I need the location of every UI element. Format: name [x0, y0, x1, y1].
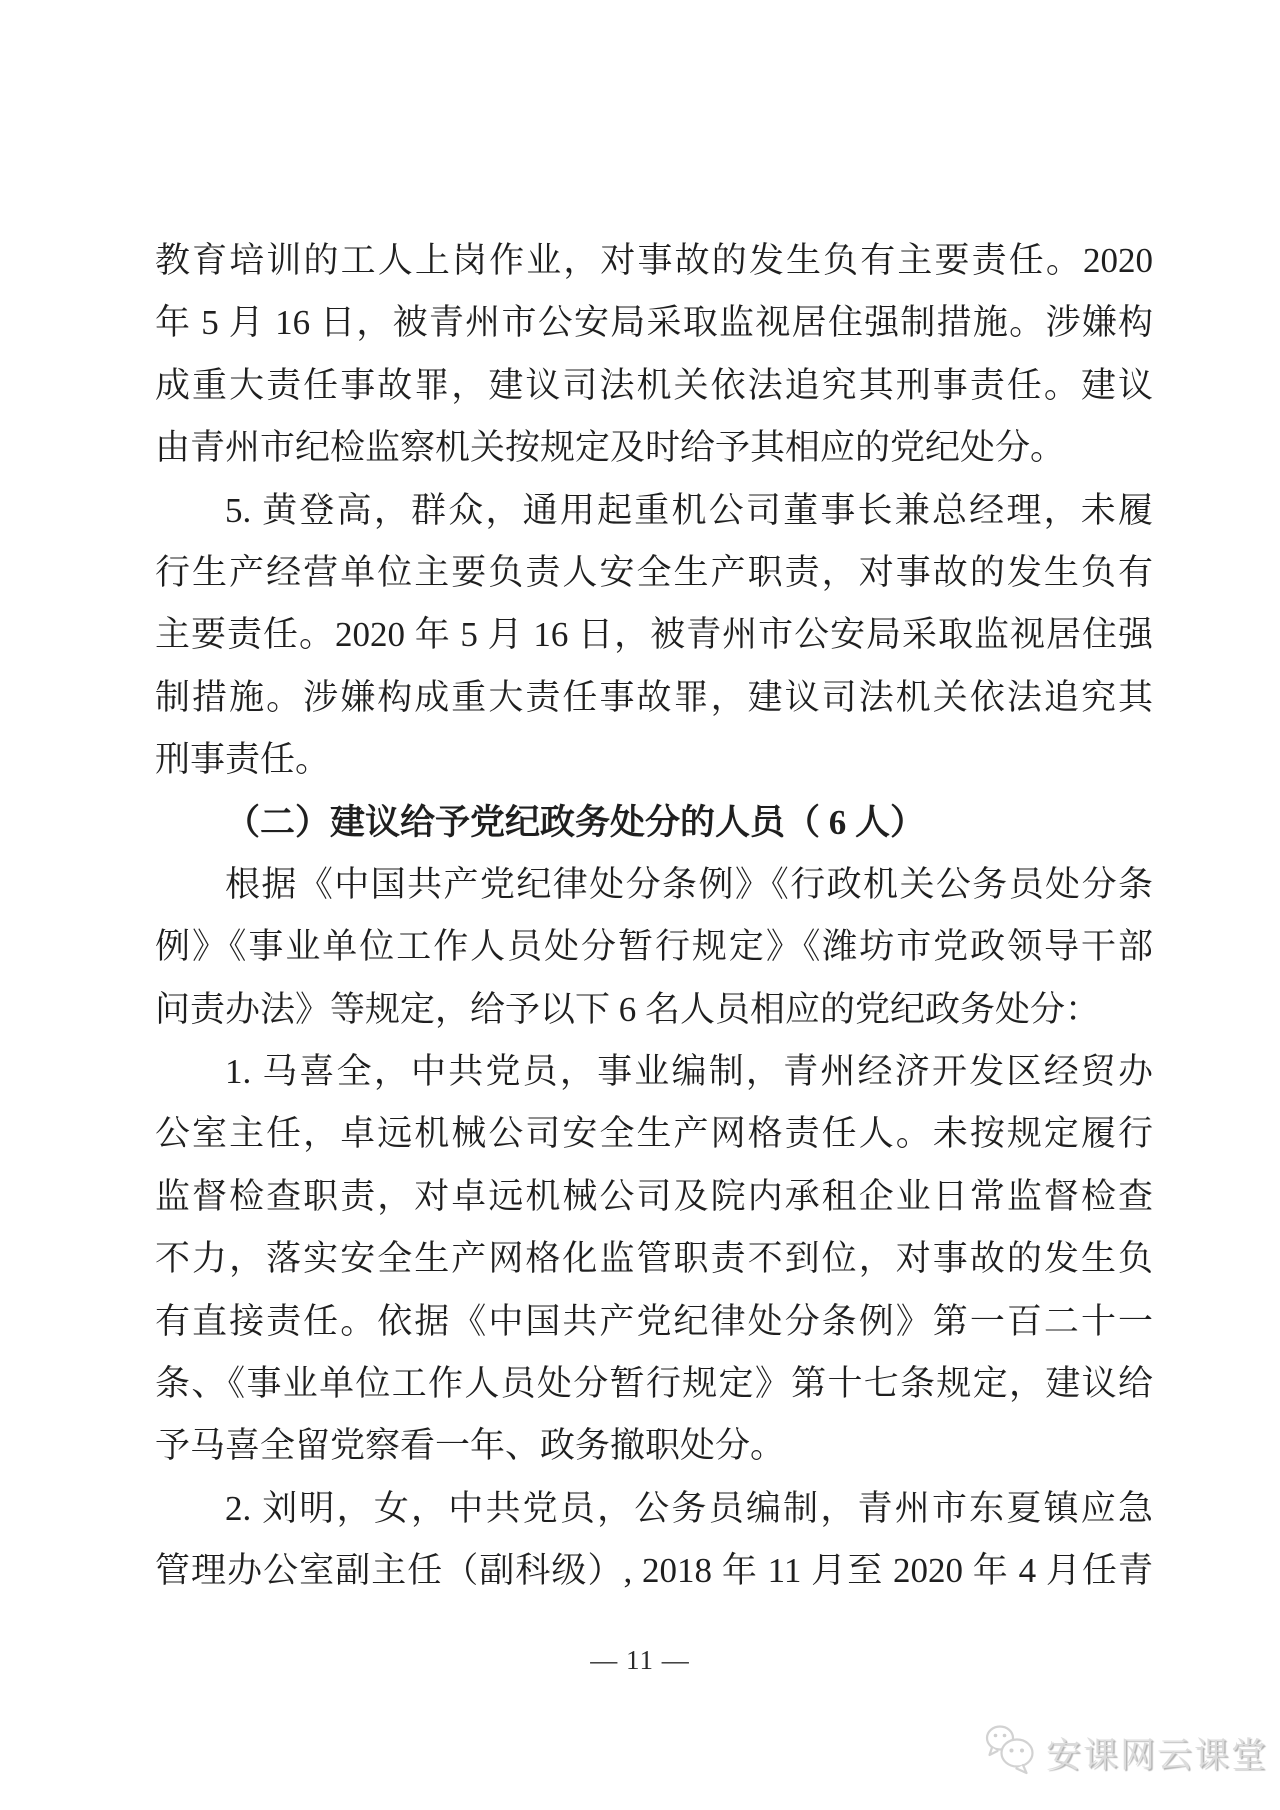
text-line: 管理办公室副主任（副科级）, 2018 年 11 月至 2020 年 4 月任青: [155, 1551, 1153, 1591]
text-line: 行生产经营单位主要负责人安全生产职责，对事故的发生负有: [155, 552, 1153, 592]
text-line: 刑事责任。: [155, 740, 331, 780]
text-line: 教育培训的工人上岗作业，对事故的发生负有主要责任。2020: [155, 241, 1153, 280]
document-text-block: [155, 230, 1153, 1603]
text-line: 成重大责任事故罪，建议司法机关依法追究其刑事责任。建议: [155, 365, 1153, 405]
text-line: 问责办法》等规定，给予以下 6 名人员相应的党纪政务处分：: [155, 989, 1101, 1029]
text-line: 根据《中国共产党纪律处分条例》《行政机关公务员处分条: [225, 864, 1153, 904]
text-line: 制措施。涉嫌构成重大责任事故罪，建议司法机关依法追究其: [155, 677, 1153, 717]
text-line: 条、《事业单位工作人员处分暂行规定》第十七条规定，建议给: [155, 1364, 1153, 1404]
text-line: 公室主任，卓远机械公司安全生产网格责任人。未按规定履行: [155, 1114, 1153, 1154]
text-line: 监督检查职责，对卓远机械公司及院内承租企业日常监督检查: [155, 1176, 1153, 1216]
text-line: 1. 马喜全，中共党员，事业编制，青州经济开发区经贸办: [225, 1052, 1153, 1092]
wechat-chat-bubbles-icon: [982, 1722, 1038, 1783]
text-line: 年 5 月 16 日，被青州市公安局采取监视居住强制措施。涉嫌构: [155, 303, 1153, 343]
text-line: 由青州市纪检监察机关按规定及时给予其相应的党纪处分。: [155, 428, 1066, 468]
text-line: 予马喜全留党察看一年、政务撤职处分。: [155, 1426, 786, 1466]
section-heading: （二）建议给予党纪政务处分的人员（ 6 人）: [225, 802, 926, 842]
text-line: 不力，落实安全生产网格化监管职责不到位，对事故的发生负: [155, 1239, 1153, 1279]
watermark-label: 安课网云课堂: [1046, 1735, 1269, 1775]
text-line: 例》《事业单位工作人员处分暂行规定》《潍坊市党政领导干部: [155, 927, 1153, 967]
watermark: [982, 1722, 1268, 1783]
text-line: 5. 黄登高，群众，通用起重机公司董事长兼总经理，未履: [225, 490, 1153, 530]
page-number: — 11 —: [590, 1645, 690, 1675]
text-line: 2. 刘明，女，中共党员，公务员编制，青州市东夏镇应急: [225, 1488, 1153, 1528]
text-line: 主要责任。2020 年 5 月 16 日，被青州市公安局采取监视居住强: [155, 615, 1153, 655]
text-line: 有直接责任。依据《中国共产党纪律处分条例》第一百二十一: [155, 1301, 1153, 1341]
